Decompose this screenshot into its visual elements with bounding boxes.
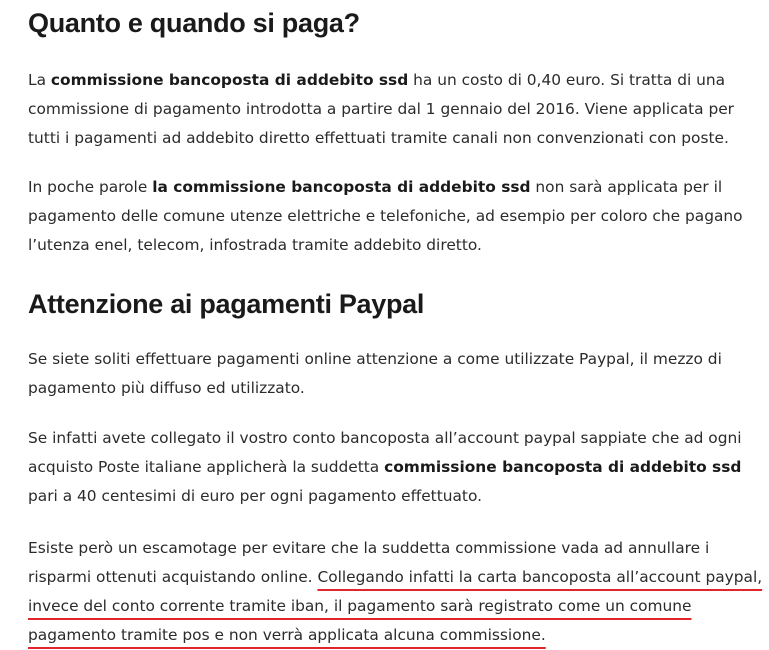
paragraph-text: pari a 40 centesimi di euro per ogni pagamento effettuato. [28, 487, 482, 505]
paragraph-text: Esiste però un escamotage per evitare che la suddetta commissione vada ad annullare i risparmi ottenuti acquistando online. [28, 539, 710, 586]
paragraph-costo [28, 66, 763, 153]
paragraph-paypal-commissione [28, 424, 763, 511]
underlined-highlight: Collegando infatti la carta bancoposta all’account paypal, invece del conto corrente tramite iban, il pagamento sarà registrato come un comune pagamento tramite pos e non verrà applicata alcuna commissione. [28, 568, 763, 644]
paragraph-paypal-intro: Se siete soliti effettuare pagamenti online attenzione a come utilizzate Paypal, il mezzo di pagamento più diffuso ed utilizzato. [28, 350, 722, 397]
paragraph-text: In poche parole [28, 178, 153, 196]
bold-keyword: commissione bancoposta di addebito ssd [384, 458, 742, 476]
paragraph-escamotage [28, 534, 763, 650]
bold-keyword: commissione bancoposta di addebito ssd [50, 71, 409, 89]
paragraph-utenze [28, 173, 763, 260]
bold-keyword: la commissione bancoposta di addebito ssd [152, 178, 531, 196]
paragraph-text: ha un costo di 0,40 euro. Si tratta di una commissione di pagamento introdotta a partire dal 1 gennaio del 2016. Viene applicata per tutti i pagamenti ad addebito diretto effettuati tramite canali non convenzionati con poste. [28, 71, 735, 147]
paragraph-text: La [28, 71, 51, 89]
paragraph-text: non sarà applicata per il pagamento delle comune utenze elettriche e telefoniche, ad esempio per coloro che pagano l’utenza enel, telecom, infostrada tramite addebito diretto. [28, 178, 743, 254]
section-heading-quanto: Quanto e quando si paga? [28, 8, 360, 38]
section-heading-paypal: Attenzione ai pagamenti Paypal [28, 289, 425, 319]
paragraph-text: Se infatti avete collegato il vostro conto bancoposta all’account paypal sappiate che ad ogni acquisto Poste italiane applicherà la suddetta [28, 429, 742, 476]
